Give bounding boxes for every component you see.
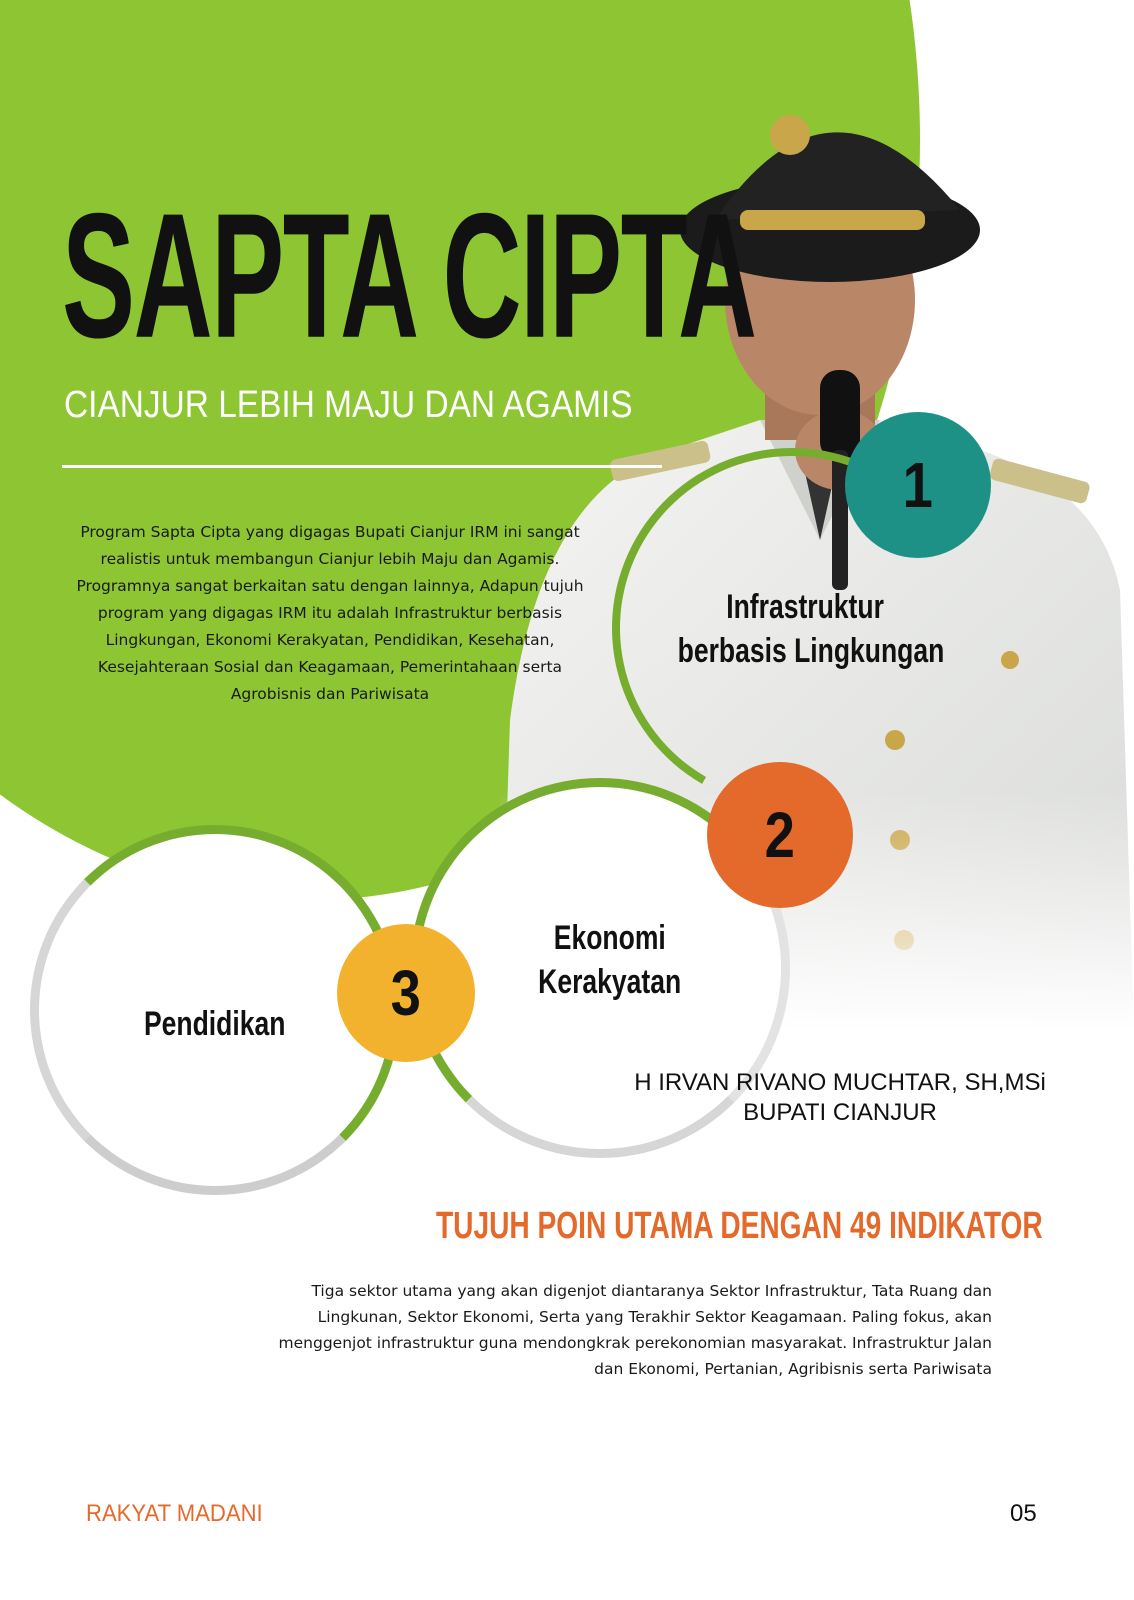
program-2-label-line-1: Ekonomi — [553, 919, 666, 957]
program-3-label-line-1: Pendidikan — [144, 1005, 286, 1043]
footer-publication-name: RAKYAT MADANI — [86, 1500, 263, 1527]
program-3-label — [100, 1002, 330, 1046]
intro-paragraph: Program Sapta Cipta yang digagas Bupati Cianjur IRM ini sangat realistis untuk membangun Cianjur lebih Maju dan Agamis. Programnya sangat berkaitan satu dengan lainnya, Adapun tujuh program yang digagas IRM itu adalah Infrastruktur berbasis Lingkungan, Ekonomi Kerakyatan, Pendidikan, Kesehatan, Kesejahteraan Sosial dan Keagamaan, Pemerintahaan serta Agrobisnis dan Pariwisata — [76, 523, 584, 703]
program-2-label — [480, 916, 740, 1004]
page-subtitle: CIANJUR LEBIH MAJU DAN AGAMIS — [64, 384, 633, 426]
program-2-label-line-2: Kerakyatan — [538, 963, 682, 1001]
program-1-label-line-2: berbasis Lingkungan — [677, 632, 945, 670]
title-divider — [62, 465, 662, 468]
page-title: SAPTA CIPTA — [62, 177, 756, 376]
program-1-label — [640, 585, 970, 673]
section-body: Tiga sektor utama yang akan digenjot diantaranya Sektor Infrastruktur, Tata Ruang dan Lingkunan, Sektor Ekonomi, Serta yang Terakhir Sektor Keagamaan. Paling fokus, akan menggenjot infrastruktur guna mendongkrak perekonomian masyarakat. Infrastruktur Jalan dan Ekonomi, Pertanian, Agribisnis serta Pariwisata — [278, 1282, 992, 1378]
program-2-number-badge: 2 — [707, 762, 853, 908]
program-1-label-line-1: Infrastruktur — [726, 588, 884, 626]
person-title: BUPATI CIANJUR — [743, 1099, 937, 1126]
program-1-number-badge: 1 — [845, 412, 991, 558]
program-3-number-badge: 3 — [337, 924, 475, 1062]
person-name: H IRVAN RIVANO MUCHTAR, SH,MSi — [634, 1069, 1046, 1096]
section-heading: TUJUH POIN UTAMA DENGAN 49 INDIKATOR — [436, 1205, 1043, 1247]
footer-page-number: 05 — [1010, 1500, 1037, 1527]
